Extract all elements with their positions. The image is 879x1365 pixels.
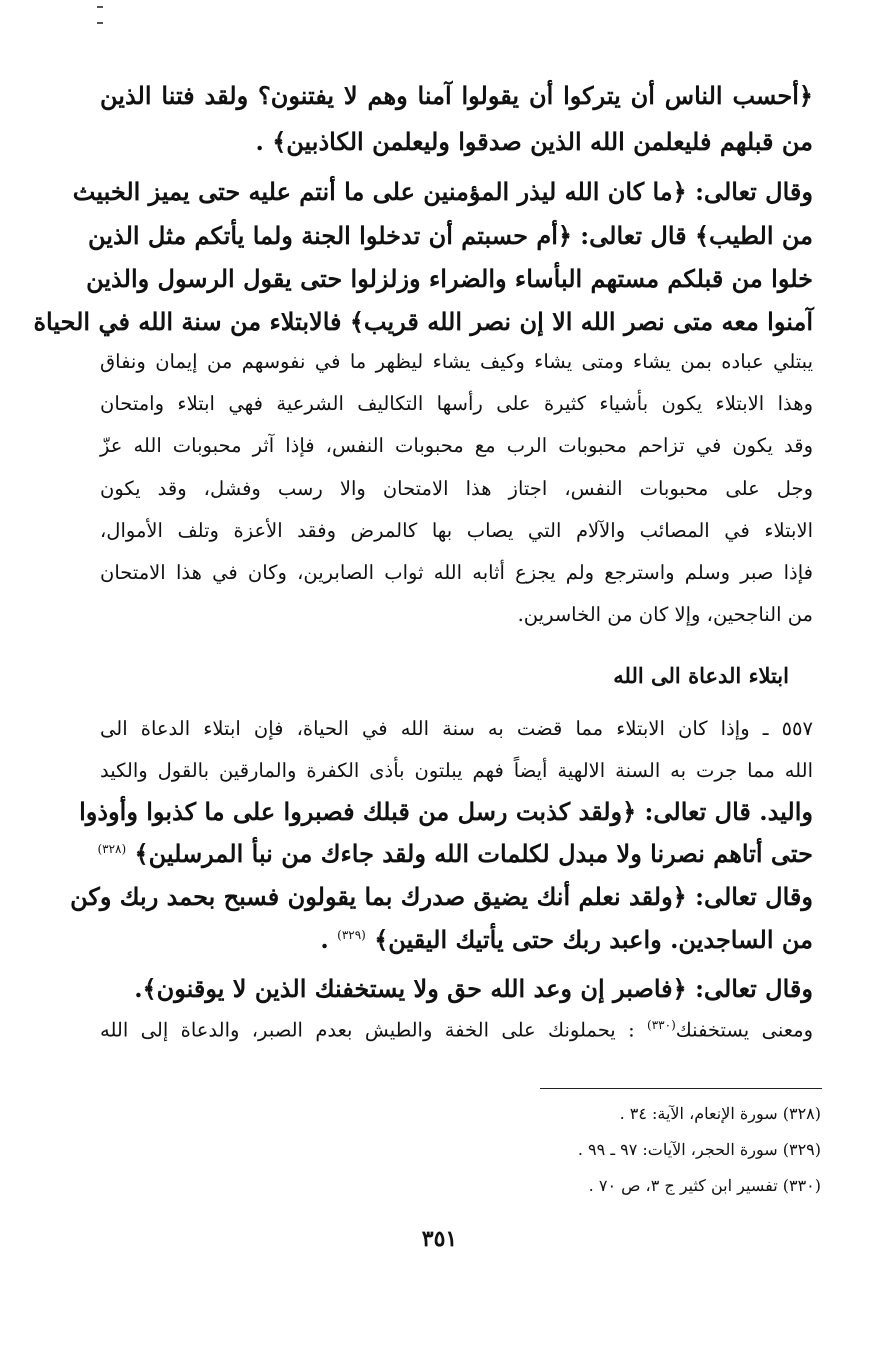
text-segment: : يحملونك على الخفة والطيش بعدم الصبر، والدعاة إلى الله bbox=[100, 1018, 635, 1042]
text-line: من الطيب﴾ قال تعالى: ﴿أم حسبتم أن تدخلوا الجنة ولما يأتكم مثل الذين bbox=[88, 221, 813, 250]
footnote-divider bbox=[540, 1088, 822, 1089]
text-line: واليد. قال تعالى: ﴿ولقد كذبت رسل من قبلك فصبروا على ما كذبوا وأوذوا bbox=[79, 797, 813, 826]
text-line: من الناجحين، وإلا كان من الخاسرين. bbox=[517, 603, 813, 626]
text-line: وجل على محبوبات النفس، اجتاز هذا الامتحان والا رسب وفشل، وقد يكون bbox=[100, 477, 813, 500]
text-segment: ومعنى يستخفنك bbox=[675, 1018, 813, 1042]
footnote-ref: (٣٢٨) bbox=[97, 842, 127, 856]
section-heading: ابتلاء الدعاة الى الله bbox=[613, 663, 789, 688]
text-line: من قبلهم فليعلمن الله الذين صدقوا وليعلمن الكاذبين﴾ . bbox=[255, 127, 813, 156]
verse-text: من الساجدين. واعبد ربك حتى يأتيك اليقين﴾ bbox=[374, 925, 813, 954]
text-line: وقال تعالى: ﴿ما كان الله ليذر المؤمنين على ما أنتم عليه حتى يميز الخبيث bbox=[72, 177, 813, 206]
text-line: وهذا الابتلاء يكون بأشياء كثيرة على رأسها التكاليف الشرعية فهي ابتلاء وامتحان bbox=[100, 392, 813, 415]
footnote: (٣٢٩) سورة الحجر، الآيات: ٩٧ ـ ٩٩ . bbox=[577, 1140, 821, 1159]
text-line: خلوا من قبلكم مستهم البأساء والضراء وزلزلوا حتى يقول الرسول والذين bbox=[86, 264, 813, 293]
text-line: وقد يكون في تزاحم محبوبات الرب مع محبوبات النفس، فإذا آثر محبوبات الله عزّ bbox=[100, 434, 813, 457]
text-line: وقال تعالى: ﴿فاصبر إن وعد الله حق ولا يستخفنك الذين لا يوقنون﴾. bbox=[134, 974, 813, 1003]
page-number: ٣٥١ bbox=[421, 1226, 458, 1252]
text-line bbox=[100, 926, 813, 955]
text-line: يبتلي عباده بمن يشاء ومتى يشاء وكيف يشاء ليظهر ما في نفوسهم من إيمان ونفاق bbox=[100, 350, 813, 373]
footnote: (٣٢٨) سورة الإنعام، الآية: ٣٤ . bbox=[619, 1104, 821, 1123]
text-line: وقال تعالى: ﴿ولقد نعلم أنك يضيق صدرك بما يقولون فسبح بحمد ربك وكن bbox=[70, 882, 813, 911]
text-line: الله مما جرت به السنة الالهية أيضاً فهم يبلتون بأذى الكفرة والمارقين بالقول والكيد bbox=[100, 759, 813, 782]
footnote-ref: (٣٢٩) bbox=[337, 928, 366, 942]
text-line: الابتلاء في المصائب والآلام التي يصاب بها كالمرض وفقد الأعزة وتلف الأموال، bbox=[100, 519, 813, 542]
text-line: فإذا صبر وسلم واسترجع ولم يجزع أثابه الله ثواب الصابرين، وكان في هذا الامتحان bbox=[100, 561, 813, 584]
verse-text: حتى أتاهم نصرنا ولا مبدل لكلمات الله ولقد جاءك من نبأ المرسلين﴾ bbox=[134, 839, 813, 868]
text-line: ٥٥٧ ـ وإذا كان الابتلاء مما قضت به سنة الله في الحياة، فإن ابتلاء الدعاة الى bbox=[100, 717, 813, 740]
text-line: آمنوا معه متى نصر الله الا إن نصر الله قريب﴾ فالابتلاء من سنة الله في الحياة bbox=[33, 307, 813, 336]
top-margin-mark bbox=[97, 6, 103, 24]
text-line bbox=[100, 1018, 813, 1042]
full-stop: . bbox=[320, 925, 329, 954]
footnote-ref: (٣٣٠) bbox=[647, 1018, 676, 1032]
text-line bbox=[97, 839, 813, 869]
text-line: ﴿أحسب الناس أن يتركوا أن يقولوا آمنا وهم لا يفتنون؟ ولقد فتنا الذين bbox=[100, 81, 813, 110]
footnote: (٣٣٠) تفسير ابن كثير ج ٣، ص ٧٠ . bbox=[588, 1176, 821, 1195]
